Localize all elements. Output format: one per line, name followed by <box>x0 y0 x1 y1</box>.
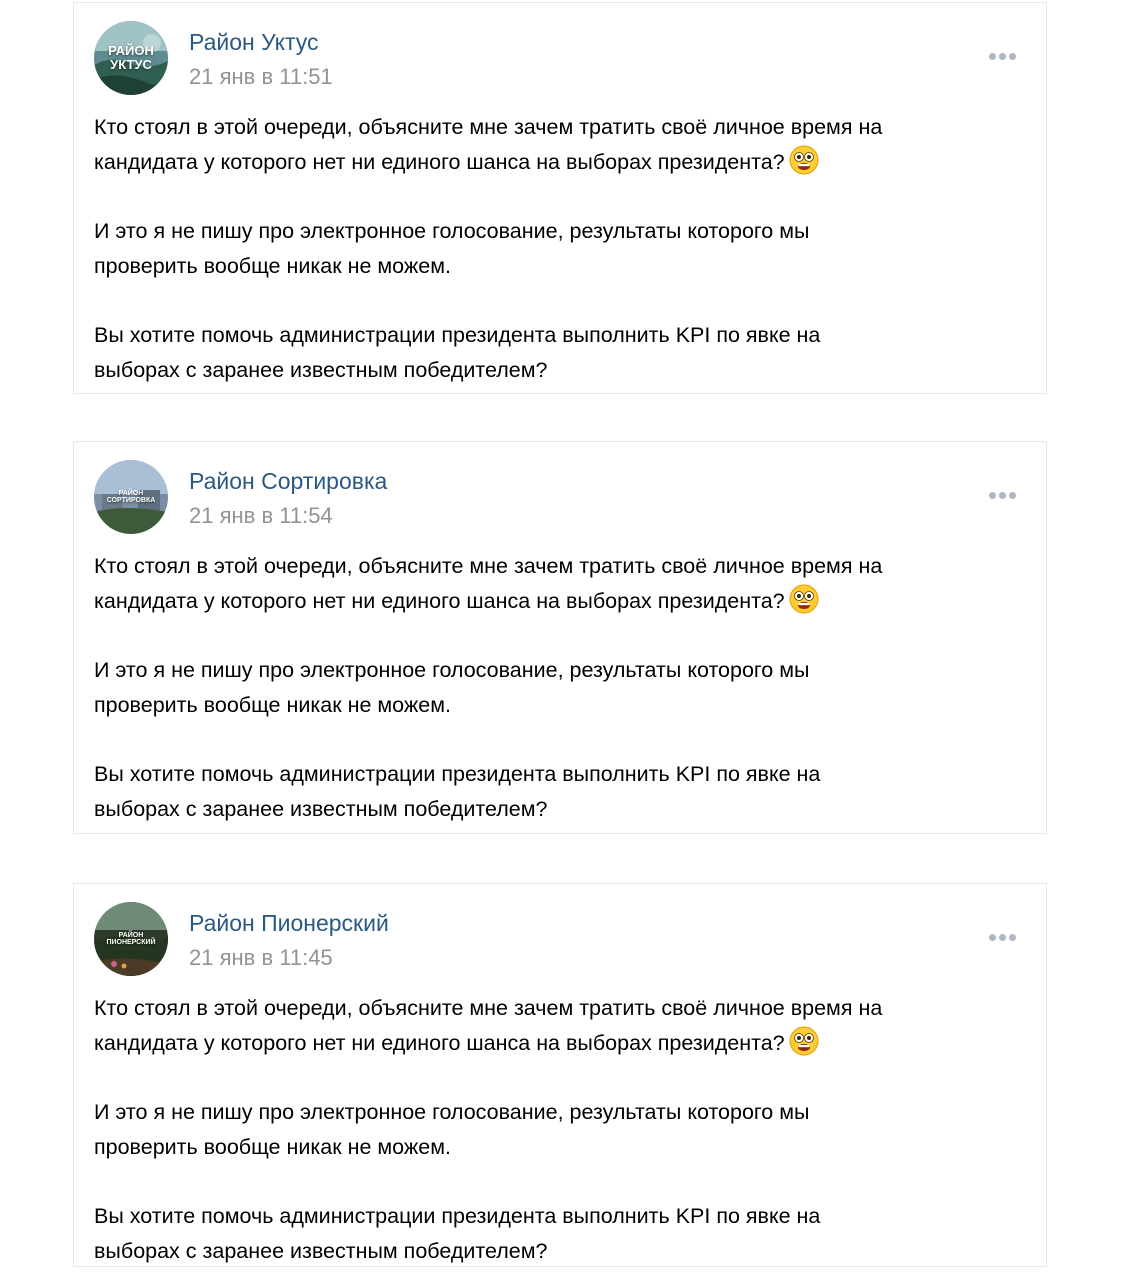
flushed-face-icon <box>789 1026 819 1056</box>
post-paragraph: И это я не пишу про электронное голосование, результаты которого мы проверить вообще никак не можем. <box>94 1100 810 1159</box>
avatar-label: РАЙОН ПИОНЕРСКИЙ <box>106 931 156 946</box>
more-dots-icon[interactable] <box>989 492 1016 499</box>
post-paragraph: И это я не пишу про электронное голосование, результаты которого мы проверить вообще никак не можем. <box>94 658 810 717</box>
avatar-label: РАЙОН УКТУС <box>108 43 154 72</box>
post-text <box>94 549 1024 827</box>
post-date[interactable]: 21 янв в 11:54 <box>189 503 333 528</box>
post-paragraph: Кто стоял в этой очереди, объясните мне зачем тратить своё личное время на кандидата у которого нет ни единого шанса на выборах президента? <box>94 996 883 1055</box>
author-name-link[interactable]: Район Сортировка <box>189 468 388 494</box>
wall-post <box>73 441 1047 834</box>
post-paragraph: Вы хотите помочь администрации президента выполнить KPI по явке на выборах с заранее известным победителем? <box>94 1204 821 1263</box>
post-paragraph: И это я не пишу про электронное голосование, результаты которого мы проверить вообще никак не можем. <box>94 219 810 278</box>
post-date[interactable]: 21 янв в 11:51 <box>189 64 333 89</box>
author-name-link[interactable]: Район Пионерский <box>189 910 389 936</box>
post-paragraph: Кто стоял в этой очереди, объясните мне зачем тратить своё личное время на кандидата у которого нет ни единого шанса на выборах президента? <box>94 554 883 613</box>
avatar-label: РАЙОН СОРТИРОВКА <box>106 489 156 504</box>
post-text <box>94 110 1024 388</box>
flushed-face-icon <box>789 584 819 614</box>
avatar[interactable] <box>94 902 168 976</box>
more-dots-icon[interactable] <box>989 53 1016 60</box>
post-paragraph: Кто стоял в этой очереди, объясните мне зачем тратить своё личное время на кандидата у которого нет ни единого шанса на выборах президента? <box>94 115 883 174</box>
flushed-face-icon <box>789 145 819 175</box>
avatar[interactable] <box>94 460 168 534</box>
post-paragraph: Вы хотите помочь администрации президента выполнить KPI по явке на выборах с заранее известным победителем? <box>94 323 821 382</box>
author-name-link[interactable]: Район Уктус <box>189 29 319 55</box>
wall-post <box>73 2 1047 394</box>
post-date[interactable]: 21 янв в 11:45 <box>189 945 333 970</box>
more-dots-icon[interactable] <box>989 934 1016 941</box>
avatar[interactable] <box>94 21 168 95</box>
wall-post <box>73 883 1047 1267</box>
post-paragraph: Вы хотите помочь администрации президента выполнить KPI по явке на выборах с заранее известным победителем? <box>94 762 821 821</box>
post-text <box>94 991 1024 1269</box>
